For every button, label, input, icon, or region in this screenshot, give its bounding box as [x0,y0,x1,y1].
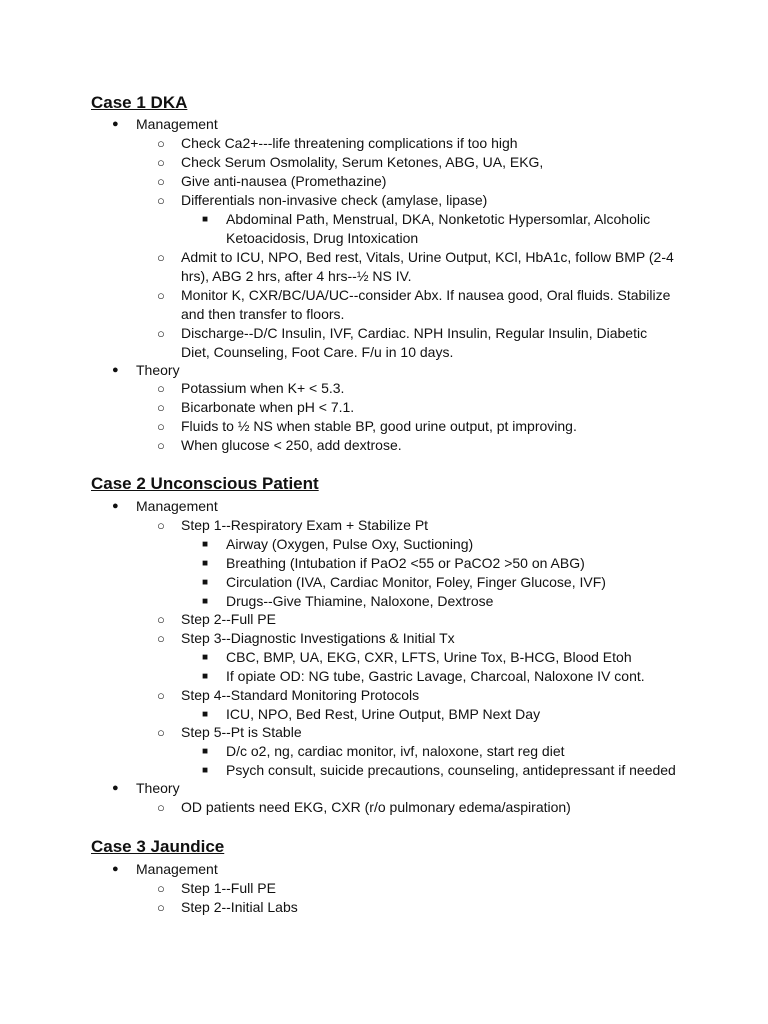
bullet-level2: ○ [157,631,165,646]
case1-discharge-line: Diet, Counseling, Foot Care. F/u in 10 days. [181,344,454,360]
case2-management-label: Management [136,498,218,514]
case1-item: Give anti-nausea (Promethazine) [181,173,387,189]
case3-title: Case 3 Jaundice [91,837,225,856]
case2-step1: Step 1--Respiratory Exam + Stabilize Pt [181,517,429,533]
bullet-level3: ■ [202,709,209,720]
case1-management-label: Management [136,116,218,132]
bullet-level2: ○ [157,612,165,627]
bullet-level2: ○ [157,193,165,208]
bullet-level3: ■ [202,652,209,663]
case3-item: Step 1--Full PE [181,880,276,896]
bullet-level3: ■ [202,746,209,757]
case2-step2: Step 2--Full PE [181,611,276,627]
bullet-level2: ○ [157,174,165,189]
bullet-level1: ● [112,118,119,130]
case2-title: Case 2 Unconscious Patient [91,474,319,493]
bullet-level2: ○ [157,688,165,703]
bullet-level2: ○ [157,800,165,815]
case2-step4: Step 4--Standard Monitoring Protocols [181,687,420,703]
case1-theory-item: Potassium when K+ < 5.3. [181,380,345,396]
bullet-level2: ○ [157,725,165,740]
case2-step1-item: Drugs--Give Thiamine, Naloxone, Dextrose [226,593,494,609]
bullet-level2: ○ [157,881,165,896]
case1-discharge-line: Discharge--D/C Insulin, IVF, Cardiac. NPH Insulin, Regular Insulin, Diabetic [181,325,648,341]
bullet-level2: ○ [157,155,165,170]
case1-differentials-line: Ketoacidosis, Drug Intoxication [226,230,419,246]
bullet-level3: ■ [202,558,209,569]
bullet-level2: ○ [157,419,165,434]
case2-step5: Step 5--Pt is Stable [181,724,302,740]
case1-theory-item: Fluids to ½ NS when stable BP, good urine output, pt improving. [181,418,577,434]
bullet-level1: ● [112,863,119,875]
case1-differentials-line: Abdominal Path, Menstrual, DKA, Nonketotic Hypersomlar, Alcoholic [226,211,651,227]
case2-step5-item: D/c o2, ng, cardiac monitor, ivf, naloxone, start reg diet [226,743,565,759]
case1-admit-line: Admit to ICU, NPO, Bed rest, Vitals, Urine Output, KCl, HbA1c, follow BMP (2-4 [181,249,674,265]
bullet-level1: ● [112,500,119,512]
bullet-level3: ■ [202,596,209,607]
case2-step3: Step 3--Diagnostic Investigations & Initial Tx [181,630,455,646]
case1-monitor-line: and then transfer to floors. [181,306,345,322]
case1-item: Check Ca2+---life threatening complications if too high [181,135,518,151]
case1-item: Differentials non-invasive check (amylase, lipase) [181,192,488,208]
case1-item: Check Serum Osmolality, Serum Ketones, ABG, UA, EKG, [181,154,544,170]
bullet-level3: ■ [202,765,209,776]
case1-admit-line: hrs), ABG 2 hrs, after 4 hrs--½ NS IV. [181,268,412,284]
bullet-level3: ■ [202,671,209,682]
case1-theory-label: Theory [136,362,180,378]
case2-step1-item: Airway (Oxygen, Pulse Oxy, Suctioning) [226,536,474,552]
bullet-level2: ○ [157,438,165,453]
bullet-level2: ○ [157,250,165,265]
case2-step3-item: If opiate OD: NG tube, Gastric Lavage, Charcoal, Naloxone IV cont. [226,668,645,684]
bullet-level2: ○ [157,900,165,915]
bullet-level2: ○ [157,518,165,533]
case2-theory-label: Theory [136,780,180,796]
bullet-level2: ○ [157,400,165,415]
case2-step1-item: Circulation (IVA, Cardiac Monitor, Foley, Finger Glucose, IVF) [226,574,606,590]
bullet-level3: ■ [202,214,209,225]
bullet-level3: ■ [202,539,209,550]
bullet-level2: ○ [157,381,165,396]
case2-step4-item: ICU, NPO, Bed Rest, Urine Output, BMP Next Day [226,706,541,722]
case2-step5-item: Psych consult, suicide precautions, counseling, antidepressant if needed [226,762,676,778]
bullet-level2: ○ [157,136,165,151]
case2-theory-item: OD patients need EKG, CXR (r/o pulmonary edema/aspiration) [181,799,571,815]
case2-step1-item: Breathing (Intubation if PaO2 <55 or PaCO2 >50 on ABG) [226,555,585,571]
bullet-level1: ● [112,364,119,376]
case1-theory-item: Bicarbonate when pH < 7.1. [181,399,355,415]
case1-title: Case 1 DKA [91,93,188,112]
case2-step3-item: CBC, BMP, UA, EKG, CXR, LFTS, Urine Tox, B-HCG, Blood Etoh [226,649,632,665]
case3-management-label: Management [136,861,218,877]
bullet-level2: ○ [157,326,165,341]
case1-theory-item: When glucose < 250, add dextrose. [181,437,402,453]
bullet-level1: ● [112,782,119,794]
bullet-level3: ■ [202,577,209,588]
bullet-level2: ○ [157,288,165,303]
case3-item: Step 2--Initial Labs [181,899,298,915]
case1-monitor-line: Monitor K, CXR/BC/UA/UC--consider Abx. If nausea good, Oral fluids. Stabilize [181,287,671,303]
